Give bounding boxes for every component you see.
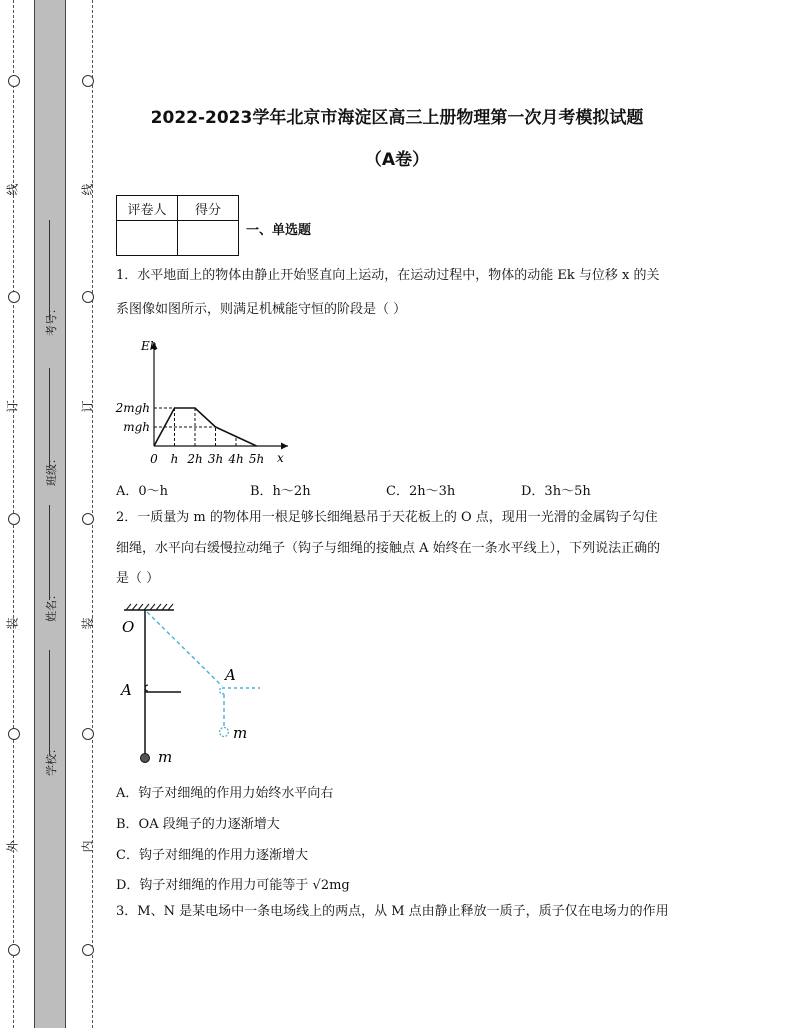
binding-hole [8,75,20,87]
q2-text-line1: 2．一质量为 m 的物体用一根足够长细绳悬吊于天花板上的 O 点，现用一光滑的金属钩子勾住 [116,510,658,525]
x-tick-label: 3h [207,452,224,466]
point-o-label: O [122,618,135,636]
binding-hole [82,291,94,303]
binding-hole [82,728,94,740]
q2-option-a[interactable]: A．钩子对细绳的作用力始终水平向右 [116,786,334,801]
x-tick-label: 2h [187,452,203,466]
point-a-left-label: A [121,681,132,699]
x-axis-label: x [277,451,284,465]
exam-title: 2022-2023学年北京市海淀区高三上册物理第一次月考模拟试题 [150,108,644,128]
binding-hole [8,944,20,956]
school-line [49,650,50,755]
x-tick-label: 0 [150,452,158,466]
score-table [116,195,239,256]
q2-option-d[interactable]: D．钩子对细绳的作用力可能等于 √2mg [116,878,350,893]
school-label: 学校： [45,743,58,776]
ceiling-hatch [126,604,173,610]
x-tick-label: 5h [248,452,265,466]
grader-header: 评卷人 [117,196,178,221]
q1-option-a[interactable]: A．0～h [116,484,169,499]
binding-hole [8,513,20,525]
grader-cell[interactable] [117,221,178,256]
binding-strip [34,0,66,1028]
q2-option-b[interactable]: B．OA 段绳子的力逐渐增大 [116,817,280,832]
q1-option-b[interactable]: B．h～2h [250,484,311,499]
point-a-right-label: A [225,666,236,684]
mass-dashed [220,728,229,737]
mass-label-right: m [233,724,248,742]
binding-hole [82,513,94,525]
class-label: 班级： [45,453,58,486]
exam-number-line [49,220,50,320]
binding-mark-inner: 线 [80,183,95,196]
binding-hole [82,944,94,956]
binding-hole [8,291,20,303]
name-line [49,505,50,600]
mass-label-bottom: m [158,748,173,766]
q1-text-line1: 1．水平地面上的物体由静止开始竖直向上运动，在运动过程中，物体的动能 Ek 与位移 x 的关 [116,268,660,283]
binding-mark-inner: 内 [80,840,95,853]
binding-hole [82,75,94,87]
q2-option-c[interactable]: C．钩子对细绳的作用力逐渐增大 [116,848,308,863]
y-tick-label: 2mgh [115,401,150,415]
exam-number-label: 考号： [45,303,58,336]
score-header: 得分 [178,196,239,221]
q2-text-line2: 细绳，水平向右缓慢拉动绳子（钩子与细绳的接触点 A 始终在一条水平线上），下列说法正确的 [116,541,661,556]
section-heading: 一、单选题 [246,223,312,238]
binding-mark-outer: 线 [5,183,20,196]
x-tick-label: 4h [228,452,244,466]
q2-hook-diagram [112,598,272,768]
hook-dashed [220,688,224,694]
y-axis-label: Ek [141,339,158,353]
q1-option-c[interactable]: C．2h～3h [386,484,456,499]
binding-mark-inner: 订 [80,400,95,413]
q1-option-d[interactable]: D．3h～5h [521,484,591,499]
exam-subtitle: （A卷） [364,150,430,170]
binding-mark-inner: 装 [80,617,95,630]
q3-text-line1: 3．M、N 是某电场中一条电场线上的两点，从 M 点由静止释放一质子，质子仅在电场力的作用 [116,904,669,919]
binding-mark-outer: 装 [5,617,20,630]
q1-ek-x-graph [112,336,292,466]
class-line [49,368,50,468]
string-slanted-dashed [147,612,222,686]
y-tick-label: mgh [123,420,150,434]
mass-ball [141,754,150,763]
x-tick-label: h [170,452,179,466]
name-label: 姓名： [45,589,58,622]
score-cell[interactable] [178,221,239,256]
binding-hole [8,728,20,740]
binding-mark-outer: 外 [5,840,20,853]
hook [145,685,148,691]
q1-text-line2: 系图像如图所示，则满足机械能守恒的阶段是（ ） [116,302,407,317]
binding-mark-outer: 订 [5,400,20,413]
q2-text-line3: 是（ ） [116,571,160,586]
